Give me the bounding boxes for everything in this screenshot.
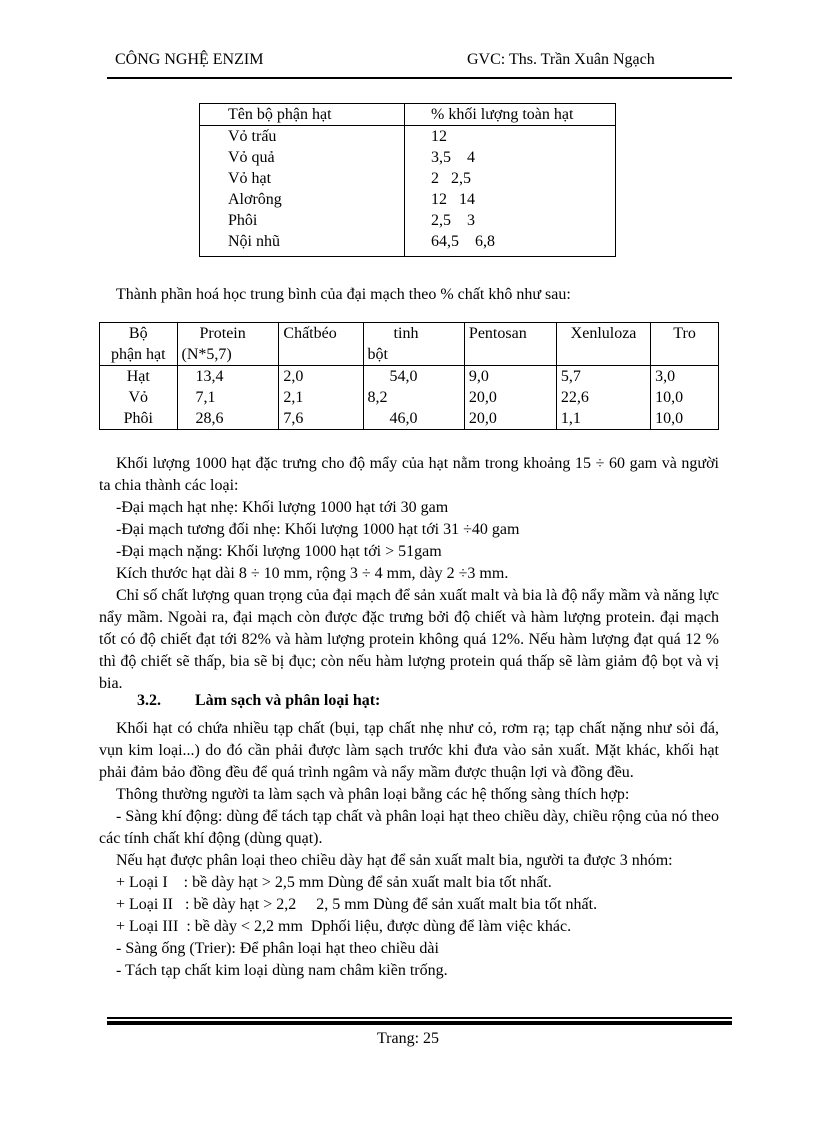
table-cell: 22,6 xyxy=(556,387,650,408)
section-number: 3.2. xyxy=(137,692,161,709)
table-cell: 10,0 xyxy=(651,387,719,408)
table-cell: 12 14 xyxy=(431,191,475,208)
body-text-1 xyxy=(99,453,719,695)
table-row xyxy=(200,231,616,257)
table-cell: Vỏ trấu xyxy=(200,126,405,148)
table-row xyxy=(200,147,616,168)
paragraph: Khối hạt có chứa nhiều tạp chất (bụi, tạp chất nhẹ như cỏ, rơm rạ; tạp chất nặng như sỏi đá, vụn kim loại...) do đó cần phải được làm sạch trước khi đưa vào sản xuất. Mặt khác, khối hạt phải đảm bảo đồng đều để quá trình ngâm và nẩy mầm được thuận lợi và đồng đều. xyxy=(99,720,719,781)
table-cell: 9,0 xyxy=(464,366,556,388)
table-cell: 28,6 xyxy=(177,408,279,430)
table-cell: Vỏ hạt xyxy=(200,168,405,189)
list-item: - Sàng ống (Trier): Để phân loại hạt theo chiều dài xyxy=(116,940,439,957)
paragraph: - Sàng khí động: dùng để tách tạp chất và phân loại hạt theo chiều dày, chiều rộng của nó theo các tính chất khí động (dùng quạt). xyxy=(99,808,719,847)
table-row xyxy=(100,408,719,430)
table-cell: Vỏ quả xyxy=(200,147,405,168)
list-item: + Loại III : bề dày < 2,2 mm Dphối liệu, được dùng để làm việc khác. xyxy=(116,918,572,935)
table-cell: Phôi xyxy=(100,408,178,430)
grain-parts-table xyxy=(199,103,616,257)
header-rule xyxy=(107,77,732,79)
page-number: Trang: 25 xyxy=(376,1030,440,1047)
table-cell: 2 2,5 xyxy=(431,170,471,187)
table-header-row xyxy=(100,323,719,366)
table-cell: 46,0 xyxy=(363,408,464,430)
section-heading xyxy=(137,692,380,710)
list-item: Kích thước hạt dài 8 ÷ 10 mm, rộng 3 ÷ 4 mm, dày 2 ÷3 mm. xyxy=(116,565,509,582)
table-row xyxy=(200,210,616,231)
paragraph: Khối lượng 1000 hạt đặc trưng cho độ mẩy của hạt nằm trong khoảng 15 ÷ 60 gam và người ta chia thành các loại: xyxy=(99,455,719,494)
list-item: -Đại mạch nặng: Khối lượng 1000 hạt tới > 51gam xyxy=(116,543,442,560)
table-cell: 54,0 xyxy=(363,366,464,388)
body-text-2 xyxy=(99,718,719,982)
table-row xyxy=(100,366,719,388)
table-header-cell: tinh bột xyxy=(363,323,464,366)
table-row xyxy=(200,126,616,148)
table-cell: 10,0 xyxy=(651,408,719,430)
table-header-cell: Chấtbéo xyxy=(279,323,363,366)
table-cell: Hạt xyxy=(100,366,178,388)
table-cell: 3,0 xyxy=(651,366,719,388)
table-cell: 2,1 xyxy=(279,387,363,408)
table-cell: Nội nhũ xyxy=(200,231,405,257)
table-header-cell: Tro xyxy=(651,323,719,366)
table-cell: 12 xyxy=(431,128,447,145)
section-title: Làm sạch và phân loại hạt: xyxy=(195,692,381,709)
chemical-composition-table xyxy=(99,322,719,430)
table-cell: 20,0 xyxy=(464,408,556,430)
paragraph: Nếu hạt được phân loại theo chiều dày hạt để sản xuất malt bia, người ta được 3 nhóm: xyxy=(116,852,673,869)
footer-rule-thin xyxy=(107,1017,732,1019)
table-cell: Alơrông xyxy=(200,189,405,210)
table-cell: 20,0 xyxy=(464,387,556,408)
table-cell: 3,5 4 xyxy=(431,149,475,166)
table-cell: 5,7 xyxy=(556,366,650,388)
table-header-cell: Protein (N*5,7) xyxy=(177,323,279,366)
table-header-cell: Pentosan xyxy=(464,323,556,366)
paragraph: Chỉ số chất lượng quan trọng của đại mạch để sản xuất malt và bia là độ nẩy mầm và năng lực nẩy mầm. Ngoài ra, đại mạch còn được đặc trưng bởi độ chiết và hàm lượng protein. đại mạch tốt có độ chiết đạt tới 82% và hàm lượng protein không quá 12%. Nếu hàm lượng đạt quá 12 % thì độ chiết sẽ thấp, bia sẽ bị đục; còn nếu hàm lượng protein quá thấp sẽ làm giảm độ bọt và vị bia. xyxy=(99,587,719,692)
table-header-cell: Tên bộ phận hạt xyxy=(200,104,405,126)
list-item: - Tách tạp chất kim loại dùng nam châm kiền trống. xyxy=(116,962,448,979)
list-item: + Loại I : bề dày hạt > 2,5 mm Dùng để sản xuất malt bia tốt nhất. xyxy=(116,874,552,891)
table-cell: 7,1 xyxy=(177,387,279,408)
list-item: -Đại mạch tương đối nhẹ: Khối lượng 1000 hạt tới 31 ÷40 gam xyxy=(116,521,520,538)
footer-rule-thick xyxy=(107,1021,732,1025)
table-row xyxy=(200,168,616,189)
table-cell: 1,1 xyxy=(556,408,650,430)
table-cell: 7,6 xyxy=(279,408,363,430)
table-cell: 2,0 xyxy=(279,366,363,388)
table-cell: Vỏ xyxy=(100,387,178,408)
header-title: CÔNG NGHỆ ENZIM xyxy=(115,51,264,68)
table-cell: 64,5 6,8 xyxy=(431,233,495,250)
table-header-cell: Xenluloza xyxy=(556,323,650,366)
table2-intro: Thành phần hoá học trung bình của đại mạch theo % chất khô như sau: xyxy=(116,286,571,303)
table-header-cell: Bộ phận hạt xyxy=(100,323,178,366)
table-cell: 13,4 xyxy=(177,366,279,388)
list-item: -Đại mạch hạt nhẹ: Khối lượng 1000 hạt tới 30 gam xyxy=(116,499,449,516)
table-cell: Phôi xyxy=(200,210,405,231)
table-header-cell: % khối lượng toàn hạt xyxy=(405,104,616,126)
paragraph: Thông thường người ta làm sạch và phân loại bằng các hệ thống sàng thích hợp: xyxy=(116,786,630,803)
table-header-row xyxy=(200,104,616,126)
list-item: + Loại II : bề dày hạt > 2,2 2, 5 mm Dùng để sản xuất malt bia tốt nhất. xyxy=(116,896,598,913)
table-cell: 8,2 xyxy=(363,387,464,408)
table-cell: 2,5 3 xyxy=(431,212,475,229)
table-row xyxy=(200,189,616,210)
table-row xyxy=(100,387,719,408)
header-author: GVC: Ths. Trần Xuân Ngạch xyxy=(467,51,655,68)
